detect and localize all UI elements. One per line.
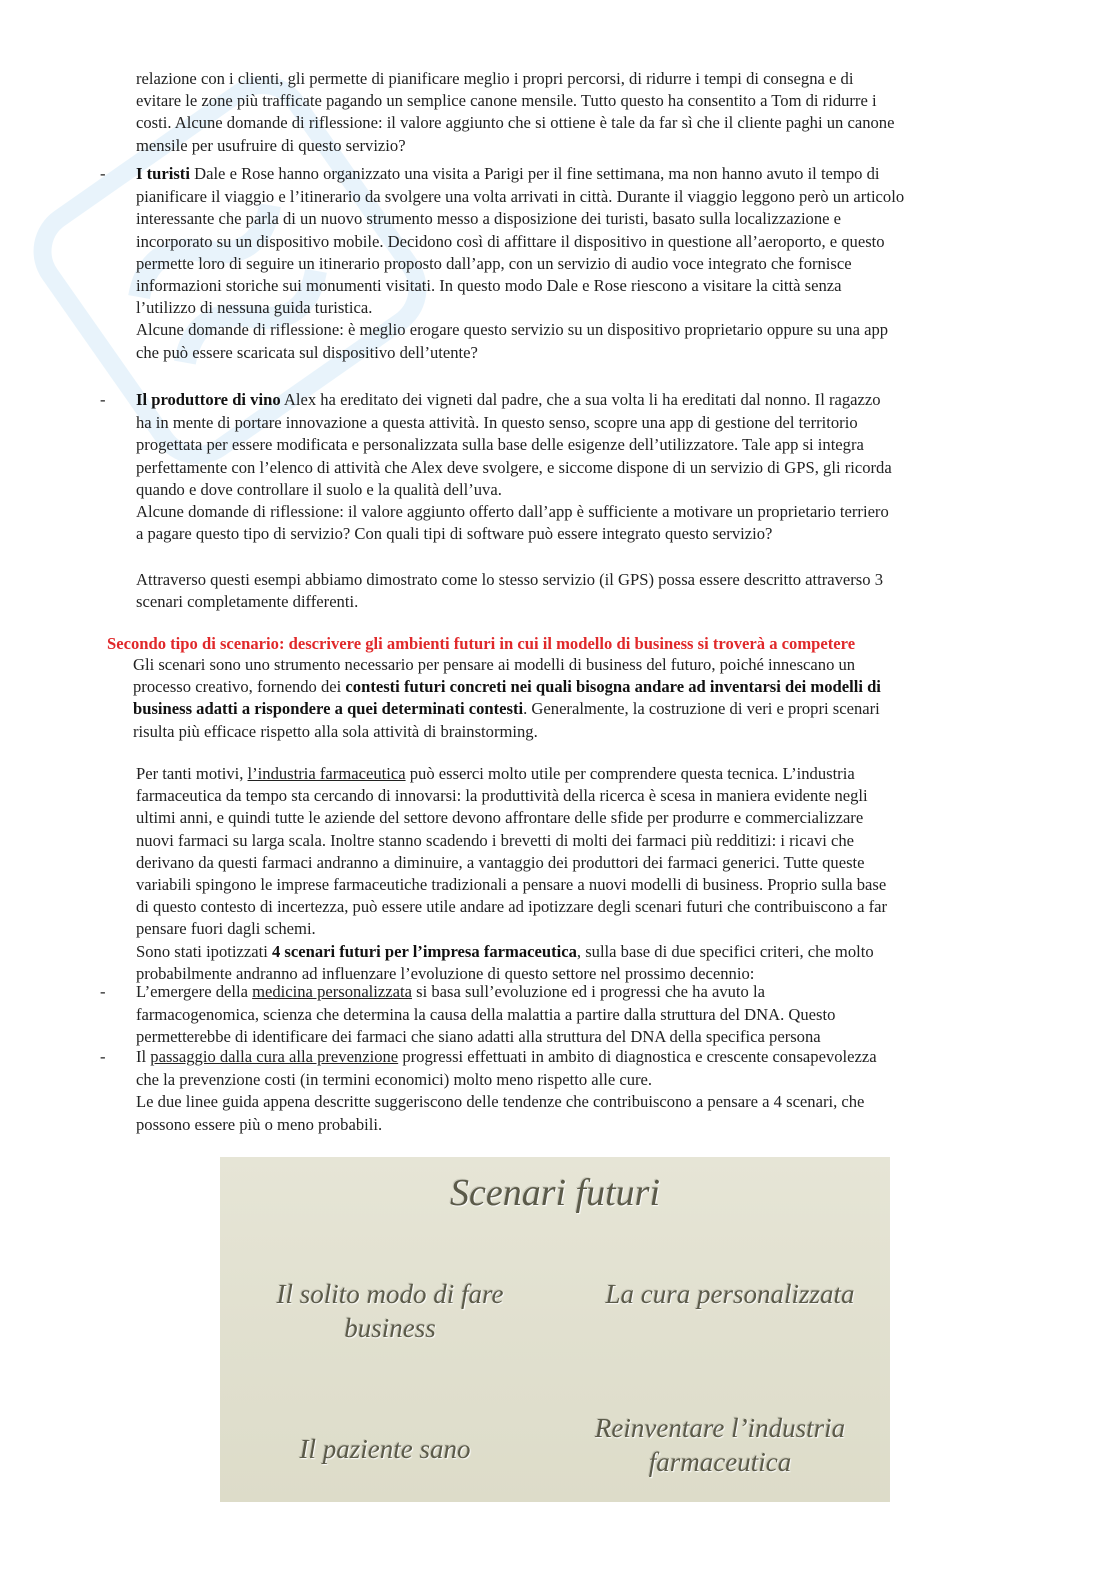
list-item-prevenzione — [100, 1046, 1060, 1136]
text-line: business adatti a rispondere a quei determinati contesti. Generalmente, la costruzione di veri e propri scenari — [133, 699, 880, 719]
text-line: perfettamente con l’elenco di attività che Alex deve svolgere, e siccome dispone di un servizio di GPS, gli ricorda — [136, 457, 892, 477]
list-dash: - — [100, 1047, 106, 1066]
item-title: Il produttore di vino — [136, 390, 281, 409]
text-line: ultimi anni, e quindi tutte le aziende del settore devono affrontare delle sfide per produrre e commercializzare — [136, 808, 864, 828]
text-line: Alcune domande di riflessione: è meglio erogare questo servizio su un dispositivo proprietario oppure su una app — [136, 320, 889, 340]
text-line: l’utilizzo di nessuna guida turistica. — [136, 298, 373, 318]
text-line: probabilmente andranno ad influenzare l’evoluzione di questo settore nel prossimo decennio: — [136, 963, 755, 983]
text-line: a pagare questo tipo di servizio? Con quali tipi di software può essere integrato questo servizio? — [136, 524, 773, 544]
text-line: risulta più efficace rispetto alla sola attività di brainstorming. — [133, 721, 538, 741]
text-line: farmacogenomica, scienza che determina la causa della malattia a partire dalla struttura del DNA. Questo — [136, 1005, 836, 1025]
text-line: Alcune domande di riflessione: il valore aggiunto offerto dall’app è sufficiente a motivare un proprietario terriero — [136, 502, 889, 522]
intro-paragraph — [133, 654, 1063, 743]
list-item-vino — [100, 389, 1060, 545]
text-line: permette loro di seguire un itinerario proposto dall’app, con un servizio di audio voce integrato che fornisce — [136, 253, 852, 273]
text-line: Per tanti motivi, l’industria farmaceutica può esserci molto utile per comprendere questa tecnica. L’industria — [136, 764, 855, 783]
continuation-paragraph — [136, 68, 1056, 157]
list-dash: - — [100, 164, 106, 183]
conclusion-paragraph — [136, 569, 1056, 613]
text-line: Il produttore di vino Alex ha ereditato dei vigneti dal padre, che a sua volta li ha ereditati dal nonno. Il ragazzo — [136, 390, 881, 409]
underlined-term: medicina personalizzata — [252, 982, 412, 1001]
text-line: I turisti Dale e Rose hanno organizzato una visita a Parigi per il fine settimana, ma non hanno avuto il tempo di — [136, 164, 880, 183]
text-line: Attraverso questi esempi abbiamo dimostrato come lo stesso servizio (il GPS) possa essere descritto attraverso 3 — [136, 570, 884, 589]
text-line: interessante che parla di un nuovo strumento messo a disposizione dei turisti, basato sulla localizzazione e — [136, 209, 842, 229]
text-line: che la prevenzione costi (in termini economici) molto meno rispetto alle cure. — [136, 1070, 653, 1090]
list-item-medicina — [100, 981, 1060, 1049]
text-line: farmaceutica da tempo sta cercando di innovarsi: la produttività della ricerca è scesa in maniera evidente negli — [136, 786, 868, 806]
list-dash: - — [100, 982, 106, 1001]
list-item-turisti — [100, 163, 1060, 364]
underlined-term: passaggio dalla cura alla prevenzione — [150, 1047, 399, 1066]
text-line: possono essere più o meno probabili. — [136, 1114, 383, 1134]
text-line: relazione con i clienti, gli permette di pianificare meglio i propri percorsi, di ridurre i tempi di consegna e di — [136, 69, 854, 88]
underlined-term: l’industria farmaceutica — [247, 764, 406, 783]
figure-title: Scenari futuri — [449, 1172, 661, 1214]
text-line: Sono stati ipotizzati 4 scenari futuri per l’impresa farmaceutica, sulla base di due specifici criteri, che molto — [136, 941, 874, 961]
text-line: di questo contesto di incertezza, può essere utile andare ad ipotizzare degli scenari futuri che contribuiscono a far — [136, 897, 888, 917]
scenario-top-left: Il solito modo di fare business — [276, 1279, 504, 1343]
scenari-futuri-figure — [220, 1157, 890, 1502]
text-line: derivano da questi farmaci andranno a diminuire, a vantaggio dei produttori dei farmaci generici. Tutte queste — [136, 852, 865, 872]
text-line: quando e dove controllare il suolo e la qualità dell’uva. — [136, 479, 502, 499]
pharma-paragraph — [136, 763, 1066, 985]
text-line: Le due linee guida appena descritte suggeriscono delle tendenze che contribuiscono a pensare a 4 scenari, che — [136, 1092, 865, 1112]
text-line: variabili spingono le imprese farmaceutiche tradizionali a pensare a nuovi modelli di business. Proprio sulla base — [136, 875, 887, 895]
text-line: pianificare il viaggio e l’itinerario da svolgere una volta arrivati in città. Durante il viaggio leggono però un articolo — [136, 187, 905, 207]
text-line: pensare fuori dagli schemi. — [136, 919, 316, 939]
text-line: scenari completamente differenti. — [136, 592, 359, 612]
text-line: Gli scenari sono uno strumento necessario per pensare ai modelli di business del futuro, poiché innescano un — [133, 655, 856, 674]
text-line: costi. Alcune domande di riflessione: il valore aggiunto che si ottiene è tale da far sì che il cliente paghi un canone — [136, 113, 895, 133]
text-line: permetterebbe di identificare dei farmaci che siano adatti alla struttura del DNA della specifica persona — [136, 1027, 821, 1047]
text-line: incorporato su un dispositivo mobile. Decidono così di affittare il dispositivo in questione all’aeroporto, e questo — [136, 231, 885, 251]
list-dash: - — [100, 390, 106, 409]
text-line: Il passaggio dalla cura alla prevenzione progressi effettuati in ambito di diagnostica e crescente consapevolezza — [136, 1047, 877, 1066]
text-line: progettata per essere modificata e personalizzata sulla base delle esigenze dell’utilizzatore. Tale app si integra — [136, 435, 864, 455]
text-line: informazioni storiche sui monumenti visitati. In questo modo Dale e Rose riescono a visitare la città senza — [136, 276, 842, 296]
text-line: processo creativo, fornendo dei contesti futuri concreti nei quali bisogna andare ad inventarsi dei modelli di — [133, 677, 881, 697]
text-line: ha in mente di portare innovazione a questa attività. In questo senso, scopre una app di gestione del territorio — [136, 413, 858, 433]
scenario-bottom-left: Il paziente sano — [299, 1434, 471, 1464]
text-line: che può essere scaricata sul dispositivo dell’utente? — [136, 342, 478, 362]
item-title: I turisti — [136, 164, 190, 183]
section-heading: Secondo tipo di scenario: descrivere gli ambienti futuri in cui il modello di business si troverà a competere — [107, 634, 856, 653]
text-line: mensile per usufruire di questo servizio? — [136, 135, 406, 155]
text-line: L’emergere della medicina personalizzata si basa sull’evoluzione ed i progressi che ha avuto la — [136, 982, 765, 1001]
scenario-top-right: La cura personalizzata — [605, 1279, 855, 1309]
text-line: evitare le zone più trafficate pagando un semplice canone mensile. Tutto questo ha consentito a Tom di ridurre i — [136, 91, 877, 111]
text-line: nuovi farmaci su larga scala. Inoltre stanno scadendo i brevetti di molti dei farmaci più redditizi: i ricavi che — [136, 830, 855, 850]
scenario-bottom-right: Reinventare l’industria farmaceutica — [594, 1413, 846, 1477]
